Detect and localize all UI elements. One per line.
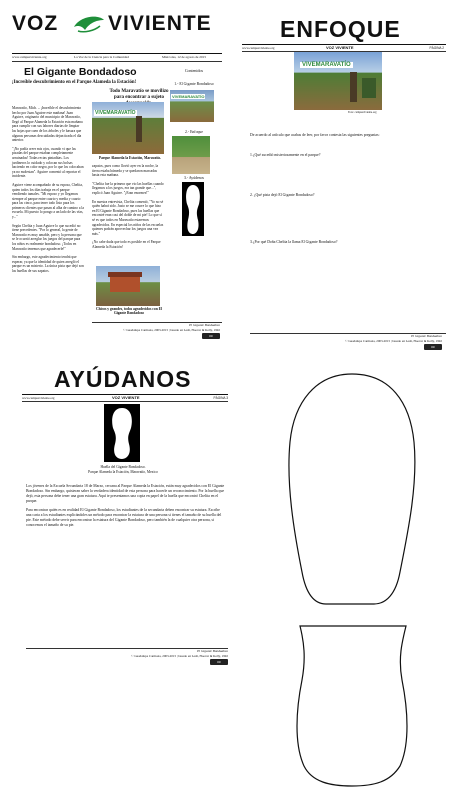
footer-title: El Gigante Bondadoso xyxy=(189,323,220,327)
article-col-1 xyxy=(12,106,84,278)
headline: El Gigante Bondadoso xyxy=(24,66,137,78)
answer-space-3[interactable] xyxy=(250,247,440,327)
body-paragraph-2: Para encontrar quién es en realidad El Gigante Bondadoso, los estudiantes de la secundaria deben encontrar su estatura. Escribe una carta a los estudiantes explicándoles un método para encontrar la estatura de una persona si tienes el tamaño de su huella del pie. Este método debe servir para encontrar la estatura del Gigante Bondadoso, pero también la de cualquier otra persona, si conocemos el tamaño de su pie. xyxy=(26,508,222,527)
issue-date: Miércoles, 12 de agosto de 2015 xyxy=(162,55,207,59)
footer-credit: © Guadalupe Carmona, 2003-2015 | basado en Lesh, Hoover & Kelly, 1992 xyxy=(131,654,228,658)
article-paragraph: Según Chelita y Juan Aguirre lo que sucedió no tiene precedentes. "Por lo general, la gente de Maravatío es muy amable, pero y la persona que se le ocurrió arreglar los juegos del parque para los niños es realmente bondadoso. ¡Todos en Maravatío tenemos que agradecerle!" xyxy=(12,223,82,251)
body-paragraph-1: Los jóvenes de la Escuela Secundaria 18 de Marzo, cercana al Parque Alameda la Estación, están muy agradecidos con El Gigante Bondadoso. Sin embargo, quisieran saber la verdadera identidad de esta persona para hacerle un reconocimiento. Por la huella que dejó, esta persona debe tener una gran estatura. Aquí te presentamos una copia en papel de la huella que encontró Chelita en el parque. xyxy=(26,484,225,503)
masthead xyxy=(12,12,222,38)
article-photo-2 xyxy=(96,266,160,306)
footer-credit: © Guadalupe Carmona, 2003-2015 | basado en Lesh, Hoover & Kelly, 1992 xyxy=(123,328,220,332)
footprint-thumb-icon xyxy=(182,182,204,236)
instructions: De acuerdo al artículo que acabas de leer, por favor contesta las siguientes preguntas: xyxy=(250,133,380,137)
masthead-left: VOZ xyxy=(12,12,59,35)
page-title: ENFOQUE xyxy=(280,16,401,42)
article-paragraph: Aguirre viene acompañado de su esposa, Chelita, quien todos los días trabaja en el parque vendiendo tamales. "Mi esposo y yo llegamos siempre al parque entre cuarto y media y cuarto para las cinco, para tener todo listo para los primeros clientes que pasan al alba de camino a la escuela. Mi puesto lo pongo a un lado de las vías, y..." xyxy=(12,182,84,220)
answer-space-2[interactable] xyxy=(250,200,440,236)
page-label: PÁGINA 3 xyxy=(213,396,228,400)
photo-caption-1: Parque Alameda la Estación, Maravatío. xyxy=(98,156,162,160)
masthead-right: VIVIENTE xyxy=(108,12,212,35)
question-1: 1.¿Qué sucedió misteriosamente en el parque? xyxy=(250,153,321,157)
figure-caption-1: Huella del Gigante Bondadoso. xyxy=(100,465,146,469)
cc-badge-icon: cc xyxy=(202,333,220,339)
footer-title: El Gigante Bondadoso xyxy=(411,334,442,338)
site-url[interactable]: www.campusviviente.org xyxy=(12,55,47,59)
page-2 xyxy=(240,10,448,349)
answer-space-1[interactable] xyxy=(250,160,440,188)
cc-badge-icon: cc xyxy=(424,344,442,350)
park-photo xyxy=(294,52,382,110)
footer-credit: © Guadalupe Carmona, 2003-2015 | basado en Lesh, Hoover & Kelly, 1992 xyxy=(345,339,442,343)
photo-caption-2: Chicos y grandes, todos agradecidos con El Gigante Bondadoso xyxy=(96,307,162,316)
question-2: 2. ¿Qué pista dejó El Gigante Bondadoso? xyxy=(250,193,315,197)
page-1 xyxy=(10,10,224,340)
contents-title: Contenidos xyxy=(184,68,204,73)
article-photo-1 xyxy=(92,102,164,154)
contents-sidebar xyxy=(166,68,222,258)
leaf-logo-icon xyxy=(72,14,106,36)
photo-sign: VIVEMARAVATÍO xyxy=(302,62,351,68)
photo-sign: VIVEMARAVATÍO xyxy=(172,94,205,99)
figure-caption-2: Parque Alameda la Estación, Maravatío, Mexico xyxy=(88,470,158,474)
contents-item-1[interactable]: 1.- El Gigante Bondadoso xyxy=(174,82,214,86)
contents-item-3[interactable]: 3.- Ayúdenos xyxy=(184,176,204,180)
article-paragraph: Maravatío, Mich. – ¡Increíble el descubrimiento hecho por Juan Aguirre este mañana! Juan Aguirre, originario del municipio de Maravatío, llegó al Parque Alameda la Estación esta mañana para cumplir con sus labores diarias de limpiar las hojas que caen de los árboles y le basura que algunas personas descuidadas dejan tirada el día anterior. xyxy=(12,106,83,143)
page-3 xyxy=(18,362,232,672)
subhead-1: ¡Increíble descubrimiento en el Parque Alameda la Estación! xyxy=(12,80,137,85)
contents-item-2[interactable]: 2.- Enfoque xyxy=(185,130,203,134)
tagline: La Voz de la Ciencia para la Comunidad xyxy=(74,55,129,59)
site-url[interactable]: www.campusviviente.org xyxy=(22,396,55,400)
footprint-outline-heel xyxy=(286,624,420,788)
thumb-photo-1 xyxy=(170,90,214,122)
page-title: AYÚDANOS xyxy=(54,366,192,392)
article-paragraph: "Chelita fue la primera que vio las huellas cuando llegamos a los juegos, era tan grande que...", explicó Juan Aguirre. "¡Eran enormes!" xyxy=(92,181,164,195)
subhead-2: Todo Maravatío se movilizo para encontrar a sujeto xyxy=(109,89,169,100)
question-3: 3.¿Por qué Doña Chelita la llama El Gigante Bondadoso? xyxy=(250,240,338,244)
footprint-outline-toe xyxy=(278,372,428,608)
article-paragraph: zapatos, pues como llovió ayer en la noche, la tierra estaba húmeda y se quedaron marcadas hasta esta mañana. xyxy=(92,164,159,178)
footer-title: El Gigante Bondadoso xyxy=(197,649,228,653)
footprint-figure-icon xyxy=(104,404,140,462)
article-paragraph: En nuestra entrevista, Chelita comentó, "Yo no sé quién habrá sido. Justo se me ocurre lo que hizo en El Gigante Bondadoso, pues las huellas que encontré eran casi del doble de mi pie! Lo que sí sé es que todos en Maravatío estaremos agradecidos. En especial los niños de las escuelas quienes podrán aprovechar los juegos una vez más." xyxy=(92,199,164,236)
cc-badge-icon: cc xyxy=(210,659,228,665)
mini-brand: VOZ VIVIENTE xyxy=(112,395,140,400)
photo-sign: VIVEMARAVATÍO xyxy=(95,110,136,116)
article-col-2 xyxy=(92,164,164,254)
article-paragraph: ¿No cabe duda que todo es posible en el Parque Alameda la Estación! xyxy=(92,240,161,249)
thumb-photo-2 xyxy=(172,136,210,174)
article-paragraph: Sin embargo, este agradecimiento tendrá que esperar, ya que la identidad de quien arregló el parque es un misterio. La única pista que dejó son las huellas de sus zapatos. xyxy=(12,255,84,273)
mini-brand: VOZ VIVIENTE xyxy=(326,45,354,50)
site-url[interactable]: www.campusviviente.org xyxy=(242,46,275,50)
article-paragraph: "¡No podía creer mis ojos, cuando vi que las pisadas del parque estaban completamente arruinadas! Todas rectas pintaditas. Los jardineros lo cuidado y colocan sus bolsas haciendo en color negro, por lo que los colocaban ya no molestan". Aguirre comentó al reportar el incidente. xyxy=(12,146,84,179)
photo-credit: Foto: campusviviente.org xyxy=(348,111,377,114)
page-label: PÁGINA 2 xyxy=(429,46,444,50)
